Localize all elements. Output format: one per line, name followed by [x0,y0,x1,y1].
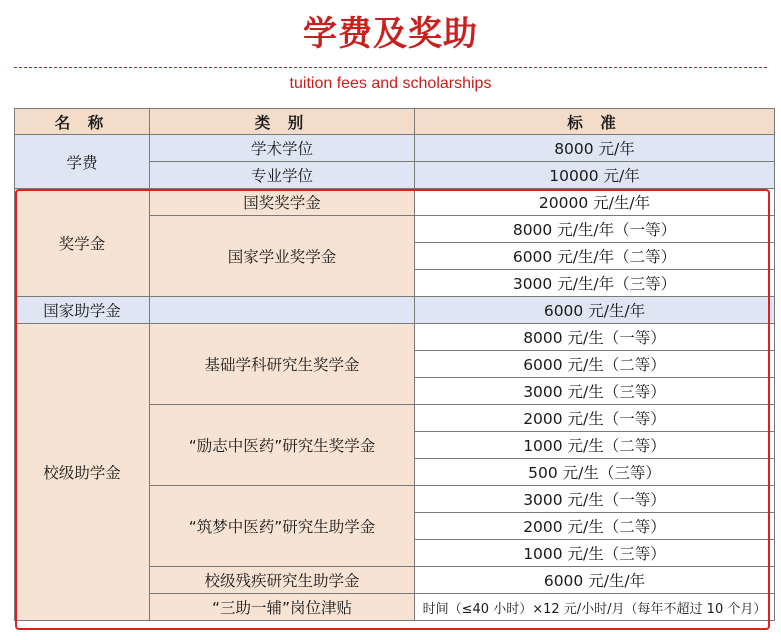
lizhi-scholarship-standard: 1000 元/生（二等） [415,432,775,459]
academic-scholarship-standard: 6000 元/生/年（二等） [415,243,775,270]
basic-scholarship-name: 基础学科研究生奖学金 [150,324,415,405]
grant-category [150,297,415,324]
zhumeng-grant-standard: 1000 元/生（三等） [415,540,775,567]
grant-name: 国家助学金 [15,297,150,324]
tuition-name: 学费 [15,135,150,189]
zhumeng-grant-name: “筑梦中医药”研究生助学金 [150,486,415,567]
zhumeng-grant-standard: 3000 元/生（一等） [415,486,775,513]
disabled-grant-name: 校级残疾研究生助学金 [150,567,415,594]
table-header-row [15,109,775,135]
grant-standard: 6000 元/生/年 [415,297,775,324]
lizhi-scholarship-name: “励志中医药”研究生奖学金 [150,405,415,486]
school-aid-name: 校级助学金 [15,324,150,621]
table-row [15,135,775,162]
academic-scholarship-standard: 8000 元/生/年（一等） [415,216,775,243]
basic-scholarship-standard: 3000 元/生（三等） [415,378,775,405]
national-scholarship-standard: 20000 元/生/年 [415,189,775,216]
basic-scholarship-standard: 6000 元/生（二等） [415,351,775,378]
academic-scholarship-name: 国家学业奖学金 [150,216,415,297]
subsidy-standard: 时间（≤40 小时）×12 元/小时/月（每年不超过 10 个月） [415,594,775,621]
academic-scholarship-standard: 3000 元/生/年（三等） [415,270,775,297]
fees-table [14,108,775,621]
table-row [15,189,775,216]
zhumeng-grant-standard: 2000 元/生（二等） [415,513,775,540]
tuition-category: 学术学位 [150,135,415,162]
lizhi-scholarship-standard: 500 元/生（三等） [415,459,775,486]
page-subtitle: tuition fees and scholarships [289,75,492,92]
header-name: 名 称 [15,109,150,135]
tuition-category: 专业学位 [150,162,415,189]
lizhi-scholarship-standard: 2000 元/生（一等） [415,405,775,432]
table-row [15,324,775,351]
page-title: 学费及奖助 [303,14,478,54]
header-standard: 标 准 [415,109,775,135]
scholarship-name: 奖学金 [15,189,150,297]
subsidy-name: “三助一辅”岗位津贴 [150,594,415,621]
title-divider [14,67,767,68]
tuition-standard: 8000 元/年 [415,135,775,162]
disabled-grant-standard: 6000 元/生/年 [415,567,775,594]
table-row [15,297,775,324]
national-scholarship-name: 国奖奖学金 [150,189,415,216]
header-category: 类 别 [150,109,415,135]
tuition-standard: 10000 元/年 [415,162,775,189]
basic-scholarship-standard: 8000 元/生（一等） [415,324,775,351]
